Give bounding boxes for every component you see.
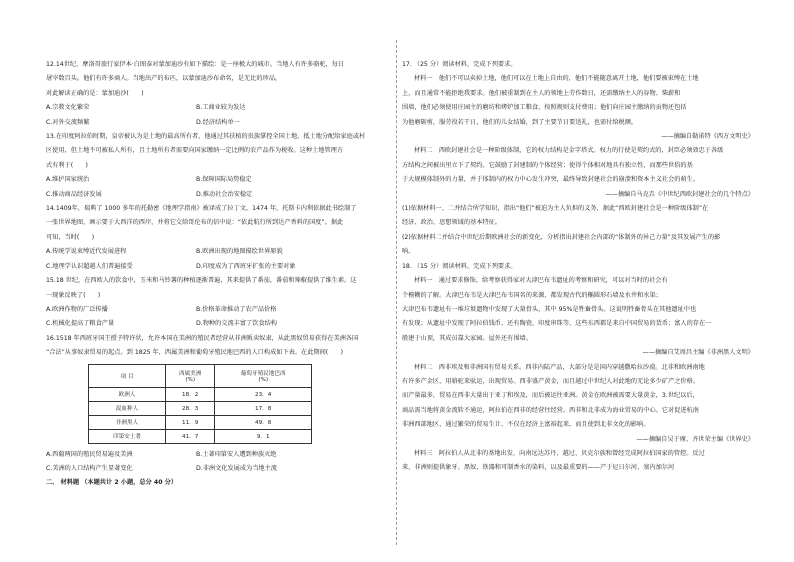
question-text: 15.18 世纪，在西欧人的饮食中，玉米和马铃薯的种植逐渐普遍，其来提供了番茄，番茄和辣椒提供了维生素。这 [46,277,357,285]
question-title: 17. （25 分）阅读材料，完成下列要求。 [402,61,517,68]
question-15 [46,274,392,332]
question-text: 一现象反映了( ) [46,291,101,299]
question-18 [402,260,754,476]
column-divider [396,40,397,545]
option-a: A.宗教文化繁荣 [46,104,90,112]
population-table [88,364,312,444]
left-column [46,58,392,491]
question-ask: 经济、政治、思想领域的基本特征。 [402,219,501,227]
table-cell: 9．1 [215,429,312,443]
material-source: ——摘编自马克垚《中世纪西欧封建社会的几个特点》 [605,190,754,198]
table-row [89,415,312,429]
options [46,245,392,274]
question-13 [46,130,392,202]
table-row [89,429,312,443]
table-cell: 18．2 [166,387,215,401]
question-text: “合法”从事奴隶贸易的起点。到 1825 年，西属美洲和葡萄牙殖民地巴西的人口构成如下表。在此期间( ) [46,349,343,357]
material-text: 有许多产金区，用骆驼来驮运，出现贸易。西非盛产黄金，而且越过中世纪人对此地的无论多少矿产之价格。 [402,377,699,385]
question-text: 式有利于( ) [46,161,88,169]
question-text: 一张世界地图，画示要于大西洋的西岸，并将它交给哥伦布的信中说：“依此航行所到达产香料的国度”。据此 [46,219,344,227]
material-text: 般建于山顶，其成员靠大家园。屋外还有围墙。 [402,334,532,342]
option-d: D.物种的交流丰富了饮食结构 [196,320,277,328]
option-c: C.机械化提高了粮食产量 [46,320,115,328]
question-text: 屠宰数百头。他们有许多商人。当地出产的布匹，以蒙加迪沙布命名，是无比的珍品， [46,75,282,83]
material-text: 围墙，他们必须使用庄园主的磨坊和烤炉加工粮食，按照规则支付费用；他们向庄园主缴纳的贡物还包括 [402,104,687,112]
table-cell: 11．9 [166,415,215,429]
table-header: 西属美洲 (%) [166,364,215,387]
section-heading: 二、 材料题 （本题共计 2 小题，总分 40 分） [46,479,178,487]
option-d: D.印度成为了西班牙扩张的主要对象 [196,262,296,270]
option-c: C.推动商品经济发展 [46,190,102,198]
material-source: ——摘编自艾周昌主编《非洲黑人文明》 [642,349,754,357]
material-text: 方结构之间被出里立下了契约。它鼓励了封建制的个体经营；使得个体相对地具有独立性，而那些世俗的基 [402,161,693,169]
material-text: 材料二 西非埃及和非洲国有贸易关系。西非内陆产品，大部分是是国内穿越撒哈拉沙漠。北非和欧洲南地 [414,363,705,371]
options [46,448,392,477]
option-b: B.土著印第安人遭到种族灭绝 [196,450,277,458]
question-ask: 响。 [402,248,415,256]
option-a: A.传统学说束缚近代发展进程 [46,248,127,256]
material-text: 商品需当地将黄金流转不通运，阿拉伯在西非的经营往经营。西非和北非成为海业贸易的中心。它对促进杭南 [402,406,699,414]
table-cell: 23．4 [215,387,312,401]
option-a: A.维护国家统治 [46,176,90,184]
option-a: A.欧洲作物的广泛传播 [46,305,108,313]
question-text: 12.14世纪，摩洛哥旅行家伊本·白图泰对蒙加迪沙有如下描绘：是一座极大的城市。当地人有许多骆驼，每日 [46,61,345,68]
table-cell: 欧洲人 [89,387,166,401]
question-17 [402,58,754,260]
material-text: 来，非洲则提供象牙、黑奴、铁器和可制香水的染料，以及最重要的——产于尼日尔河、塞内加尔河 [402,464,675,472]
right-column [402,58,754,476]
table-row [89,387,312,401]
option-c: C.地理学认识超越人们普遍接受 [46,262,133,270]
material-text: 个模糊的了解。大津巴布韦是大津巴布韦国名的来源，都发现古代的椭圆形石墙及水井和水渠； [402,291,662,299]
option-b: B.保障国际局势稳定 [196,176,252,184]
question-ask: (2)依据材料二并结合中世纪后期欧洲社会的新变化，分析指出封建社会内部的“体制外的异己力量”及其发展产生的影 [402,233,721,241]
option-d: D.推动社会治安稳定 [196,190,253,198]
table-header: 项 目 [89,364,166,387]
question-14 [46,202,392,274]
table-cell: 印第安土著 [89,429,166,443]
option-d: D.非洲文化发展成为当地主流 [196,464,277,472]
material-text: 非洲西部地区，通过繁荣的贸易生计，不仅在经济上富裕起来，而且使到北非文化的影响。 [402,421,650,429]
option-d: D.经济结构单一 [196,118,240,126]
question-text: 13.在印度阿拉伯时期，皇帝被认为是土地的最高所有者，他通过其扶植的贵族掌控全国土地，抵土地分配给家庭或村 [46,133,366,141]
material-source: ——摘编自勒诺特《西方文明史》 [661,133,754,141]
question-text: 14.1409年，瑞典了 1000 多年的托勒密《地理学指南》被译成了拉丁文，1474 年，托斯卡内利依据此书绘制了 [46,205,357,213]
option-b: B.欧洲出现的地图描绘世界原貌 [196,248,283,256]
question-text: 区使用，但土地不可被私人所有，且土地所有者需要向国家缴纳一定比例的农产品作为税收。这种土地管理方 [46,147,343,155]
table-cell: 49．8 [215,415,312,429]
question-12 [46,58,392,130]
material-text: 于大规模体制外的力量，并于体制内的权力中心发生冲突，最终导致封建社会的崩溃和资本主义社会的萌生。 [402,176,699,184]
material-text: 材料一 通过要求修饰，给考察获得家对大津巴布韦遗址的考察和研究，可以对当时的社会有 [414,277,668,285]
question-text: 可知，当时( ) [46,233,95,241]
question-16 [46,332,392,477]
material-text: 大津巴布韦遗址有一堆垃圾遗物中发现了大量骨头，其中 95%是牲畜骨头。这说明牲畜骨头在其他遗址中也 [402,305,697,313]
material-text: 为他磨砺剪，服劳役若干日，他们的儿女结婚，到了主要节日要送礼，也需付给税额。 [402,118,638,126]
option-c: C.美洲的人口结构产生显著变化 [46,464,133,472]
option-b: B.工商业较为发达 [196,104,246,112]
option-b: B.价格革命推动了农产品价格 [196,305,277,313]
option-c: C.对外交流频繁 [46,118,90,126]
table-header-row [89,364,312,387]
options [46,101,392,130]
question-title: 18. （15 分）阅读材料，完成下列要求。 [402,262,517,270]
table-row [89,401,312,415]
table-cell: 混血种人 [89,401,166,415]
table-header: 葡萄牙殖民地巴西 (%) [215,364,312,387]
material-text: 而产量最多，贸易在西非大量出于亚丁和埃及，而后被运往亚洲。黄金在欧洲被需要大量黄金，3.世纪以后， [402,392,699,400]
material-text: 有发现；从遗址中发现了阿拉伯钱币、还有陶瓷、印度串珠等，这些东西都是来自中国贸易的货币；富人的存在一 [402,320,712,328]
table-cell: 28．3 [166,401,215,415]
table-cell: 41．7 [166,429,215,443]
question-ask: (1)依据材料一、二并结合所学知识，指出“他们”被迫为主人负担的义务，据此“西欧封建社会是一种阶级体制”在 [402,205,709,213]
material-text: 材料一 他们不可以卖掉土地，他们可以在土地上自由的，他们不能随意离开土地，他们要被束缚在土地 [414,75,699,83]
material-text: 上，而且通常不能拒绝我要求。他们被重制到在主人的领地上劳作数日，还需缴纳主人的谷物、柴薪和 [402,89,681,97]
options [46,173,392,202]
table-cell: 非洲黑人 [89,415,166,429]
material-text: 材料二 西欧封建社会是一种阶级体制，它的权力结构是金字塔式。权力的行使是契约式的，封臣必须效忠于各级 [414,147,724,155]
material-source: ——摘编自吴于廑、齐世荣主编《世界史》 [636,435,754,443]
options [46,303,392,332]
question-text: 对此解读正确的是：蒙加迪沙( ) [46,89,144,97]
option-a: A.西葡两国的殖民贸易遍及美洲 [46,450,133,458]
question-text: 16.1518 年西班牙国王授予特许状，允许本国在美洲的殖民者经营从非洲贩卖奴隶，从此黑奴贸易获得在美洲各国 [46,334,359,342]
table-cell: 17．8 [215,401,312,415]
material-text: 材料三 阿拉伯人从北非的基地出发，向南远达苏丹，越过、贝克尔族和曾经完成阿拉伯国家的管控。反过 [414,449,705,457]
